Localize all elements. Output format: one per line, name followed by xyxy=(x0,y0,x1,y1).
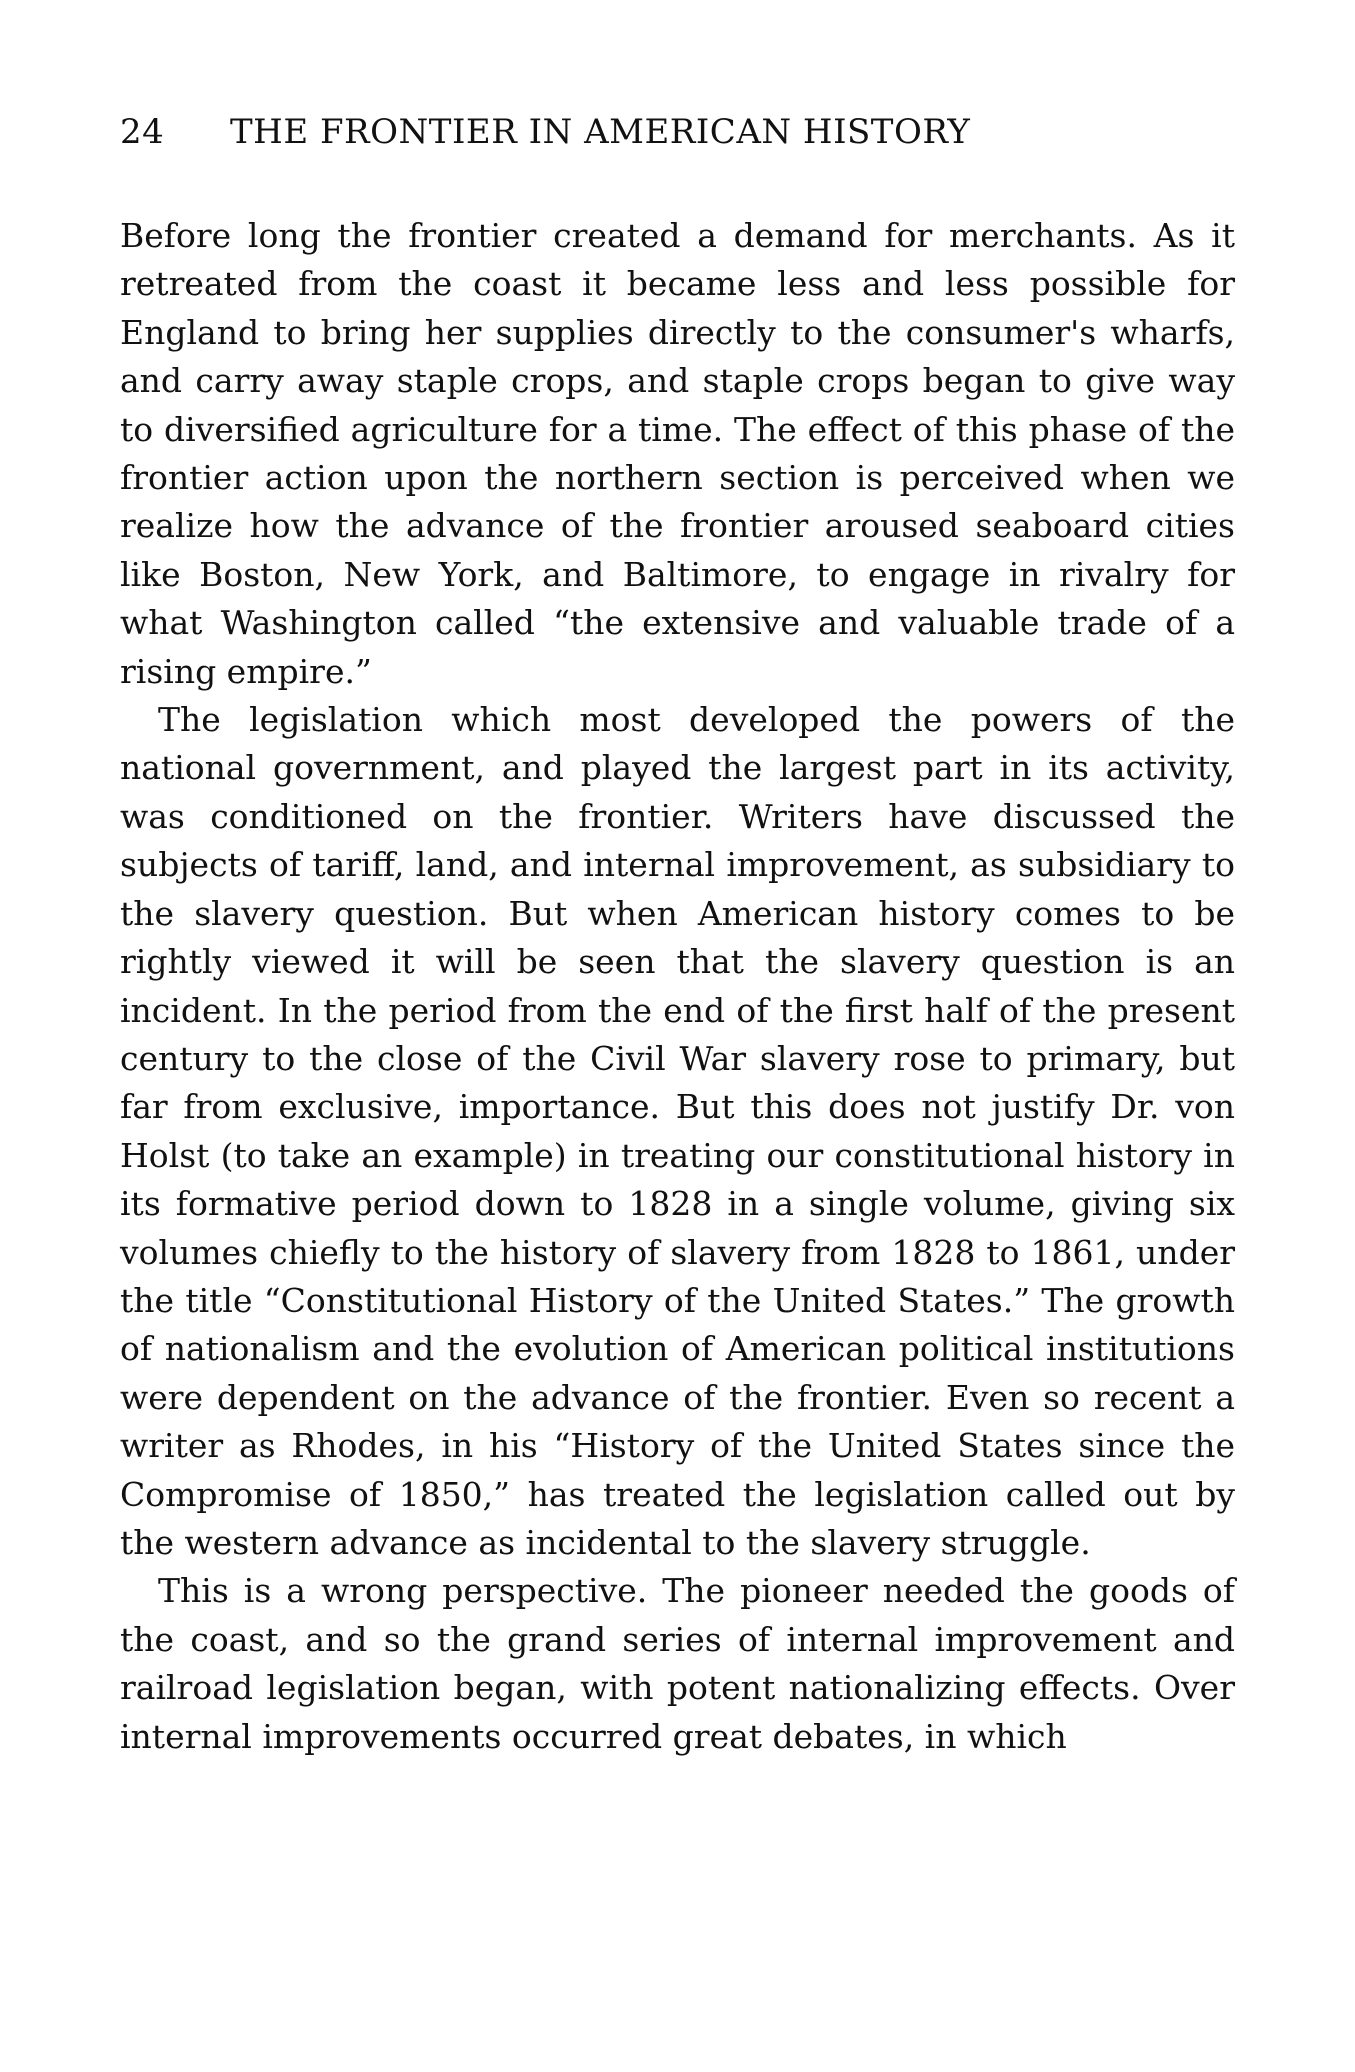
running-title: THE FRONTIER IN AMERICAN HISTORY xyxy=(230,112,971,152)
paragraph-merchants: Before long the frontier created a demand for merchants. As it retreated from the coast it became less and less possible for England to bring her supplies directly to the consumer's wharfs, and carry away staple crops, and staple crops began to give way to diversified agriculture for a time. The effect of this phase of the frontier action upon the northern section is perceived when we realize how the advance of the frontier aroused seaboard cities like Boston, New York, and Baltimore, to engage in rivalry for what Washington called “the extensive and valuable trade of a rising empire.” xyxy=(120,216,1235,691)
paragraph-perspective: This is a wrong perspective. The pioneer needed the goods of the coast, and so the grand series of internal improvement and railroad legislation began, with potent nationalizing effects. Over internal improvements occurred great debates, in which xyxy=(120,1571,1235,1756)
paragraph-legislation: The legislation which most developed the powers of the national government, and played the largest part in its activity, was conditioned on the frontier. Writers have discussed the subjects of tariff, land, and internal improvement, as subsidiary to the slavery question. But when American history comes to be rightly viewed it will be seen that the slavery question is an incident. In the period from the end of the first half of the present century to the close of the Civil War slavery rose to primary, but far from exclusive, importance. But this does not justify Dr. von Holst (to take an example) in treating our constitutional history in its formative period down to 1828 in a single volume, giving six volumes chiefly to the history of slavery from 1828 to 1861, under the title “Constitutional History of the United States.” The growth of nationalism and the evolution of American political institutions were dependent on the advance of the frontier. Even so recent a writer as Rhodes, in his “History of the United States since the Compromise of 1850,” has treated the legislation called out by the western advance as incidental to the slavery struggle. xyxy=(120,700,1235,1562)
running-head xyxy=(120,112,1235,172)
page-number: 24 xyxy=(120,112,165,152)
body-text xyxy=(120,212,1235,1761)
book-page xyxy=(120,112,1235,1761)
